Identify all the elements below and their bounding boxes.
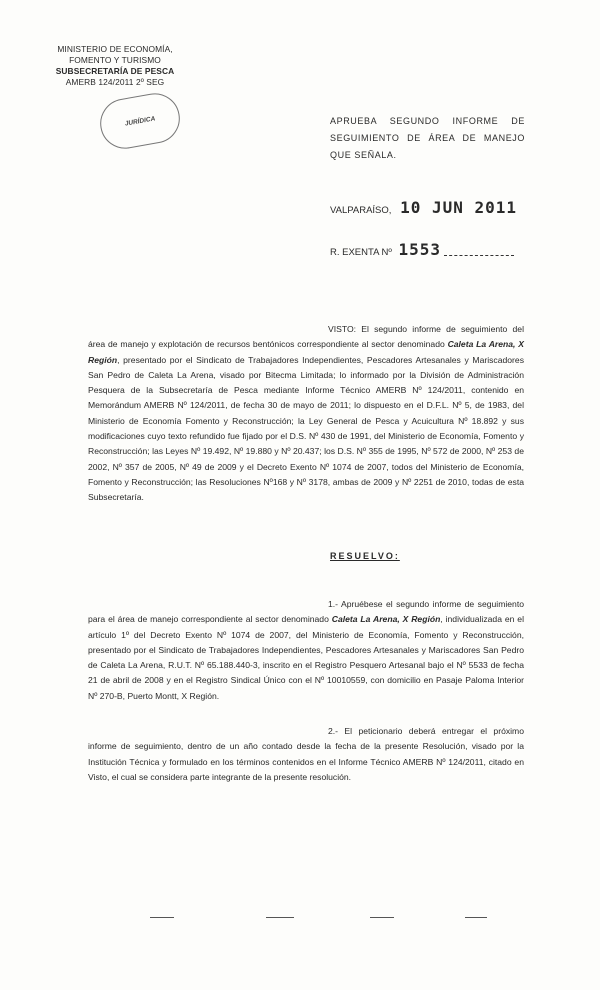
visto-location: Caleta La Arena, X Región	[88, 339, 524, 365]
resolution-number	[330, 240, 514, 259]
header-ministry: MINISTERIO DE ECONOMÍA,	[57, 44, 173, 54]
resuelvo-heading: RESUELVO:	[330, 551, 400, 561]
footer-dash	[465, 917, 487, 918]
ministry-header	[40, 44, 190, 88]
article-1-location: Caleta La Arena, X Región	[331, 614, 441, 625]
article-1-text-a: 1.- Apruébese el segundo informe de seguimiento para el área de manejo correspondiente al sector denominado	[88, 599, 524, 625]
date-stamp: 10 JUN 2011	[400, 198, 518, 217]
footer-dash	[150, 917, 174, 918]
exento-label: R. EXENTA Nº	[330, 247, 392, 258]
footer-dash	[266, 917, 294, 918]
visto-text-a: VISTO: El segundo informe de seguimiento del área de manejo y explotación de recursos bentónicos correspondiente al sector denominado	[88, 324, 524, 350]
place-label: VALPARAÍSO,	[330, 205, 392, 216]
article-1-text-b: , individualizada en el artículo 1º del Decreto Exento Nº 1074 de 2007, del Ministerio de Economía, Fomento y Reconstrucción, presentado por el Sindicato de Trabajadores Independientes, Pescadores Artesanales y Mariscadores San Pedro de Caleta La Arena, R.U.T. Nº 65.188.440-3, inscrito en el Registro Pesquero Artesanal bajo el Nº 5533 de fecha 21 de abril de 2008 y en el Registro Sindical Único con el Nº 10010559, con domicilio en Pasaje Paloma Interior Nº 270-B, Puerto Montt, X Región.	[88, 614, 524, 701]
article-1	[88, 597, 524, 704]
header-ministry-cont: FOMENTO Y TURISMO	[69, 55, 161, 65]
header-reference: AMERB 124/2011 2º SEG	[65, 77, 165, 87]
resolution-subject: APRUEBA SEGUNDO INFORME DE SEGUIMIENTO DE ÁREA DE MANEJO QUE SEÑALA.	[330, 116, 525, 160]
article-2	[88, 724, 524, 785]
visto-text-b: , presentado por el Sindicato de Trabajadores Independientes, Pescadores Artesanales y Mariscadores San Pedro de Caleta La Arena, visado por Bitecma Limitada; lo informado por la División de Administración Pesquera de la Subsecretaría de Pesca mediante Informe Técnico AMERB Nº 124/2011, contenido en Memorándum AMERB Nº 124/2011, de fecha 30 de mayo de 2011; lo dispuesto en el D.F.L. Nº 5, de 1983, del Ministerio de Economía Fomento y Reconstrucción; la Ley General de Pesca y Acuicultura Nº 18.892 y sus modificaciones cuyo texto refundido fue fijado por el D.S. Nº 430 de 1991, del Ministerio de Economía, Fomento y Reconstrucción; las Leyes Nº 19.492, Nº 19.880 y Nº 20.437; los D.S. Nº 355 de 1995, Nº 572 de 2000, Nº 253 de 2002, Nº 357 de 2005, Nº 49 de 2009 y el Decreto Exento Nº 1074 de 2007, todos del Ministerio de Economía, Fomento y Reconstrucción; las Resoluciones Nº168 y Nº 3178, ambas de 2009 y Nº 2251 de 2010, todas de esta Subsecretaría.	[88, 354, 524, 503]
place-date	[330, 198, 517, 221]
visto-paragraph	[88, 322, 524, 506]
article-2-text: 2.- El peticionario deberá entregar el próximo informe de seguimiento, dentro de un año contado desde la fecha de la presente Resolución, visado por la Institución Técnica y formulado en los términos contenidos en el Informe Técnico AMERB Nº 124/2011, citado en Visto, el cual se considera parte integrante de la presente resolución.	[88, 726, 524, 782]
footer-dash	[370, 917, 394, 918]
header-subsecretaria: SUBSECRETARÍA DE PESCA	[55, 66, 175, 76]
exento-number: 1553	[398, 240, 442, 259]
juridica-stamp	[96, 89, 183, 152]
stamp-label: JURÍDICA	[124, 114, 156, 128]
number-underline	[444, 255, 514, 256]
